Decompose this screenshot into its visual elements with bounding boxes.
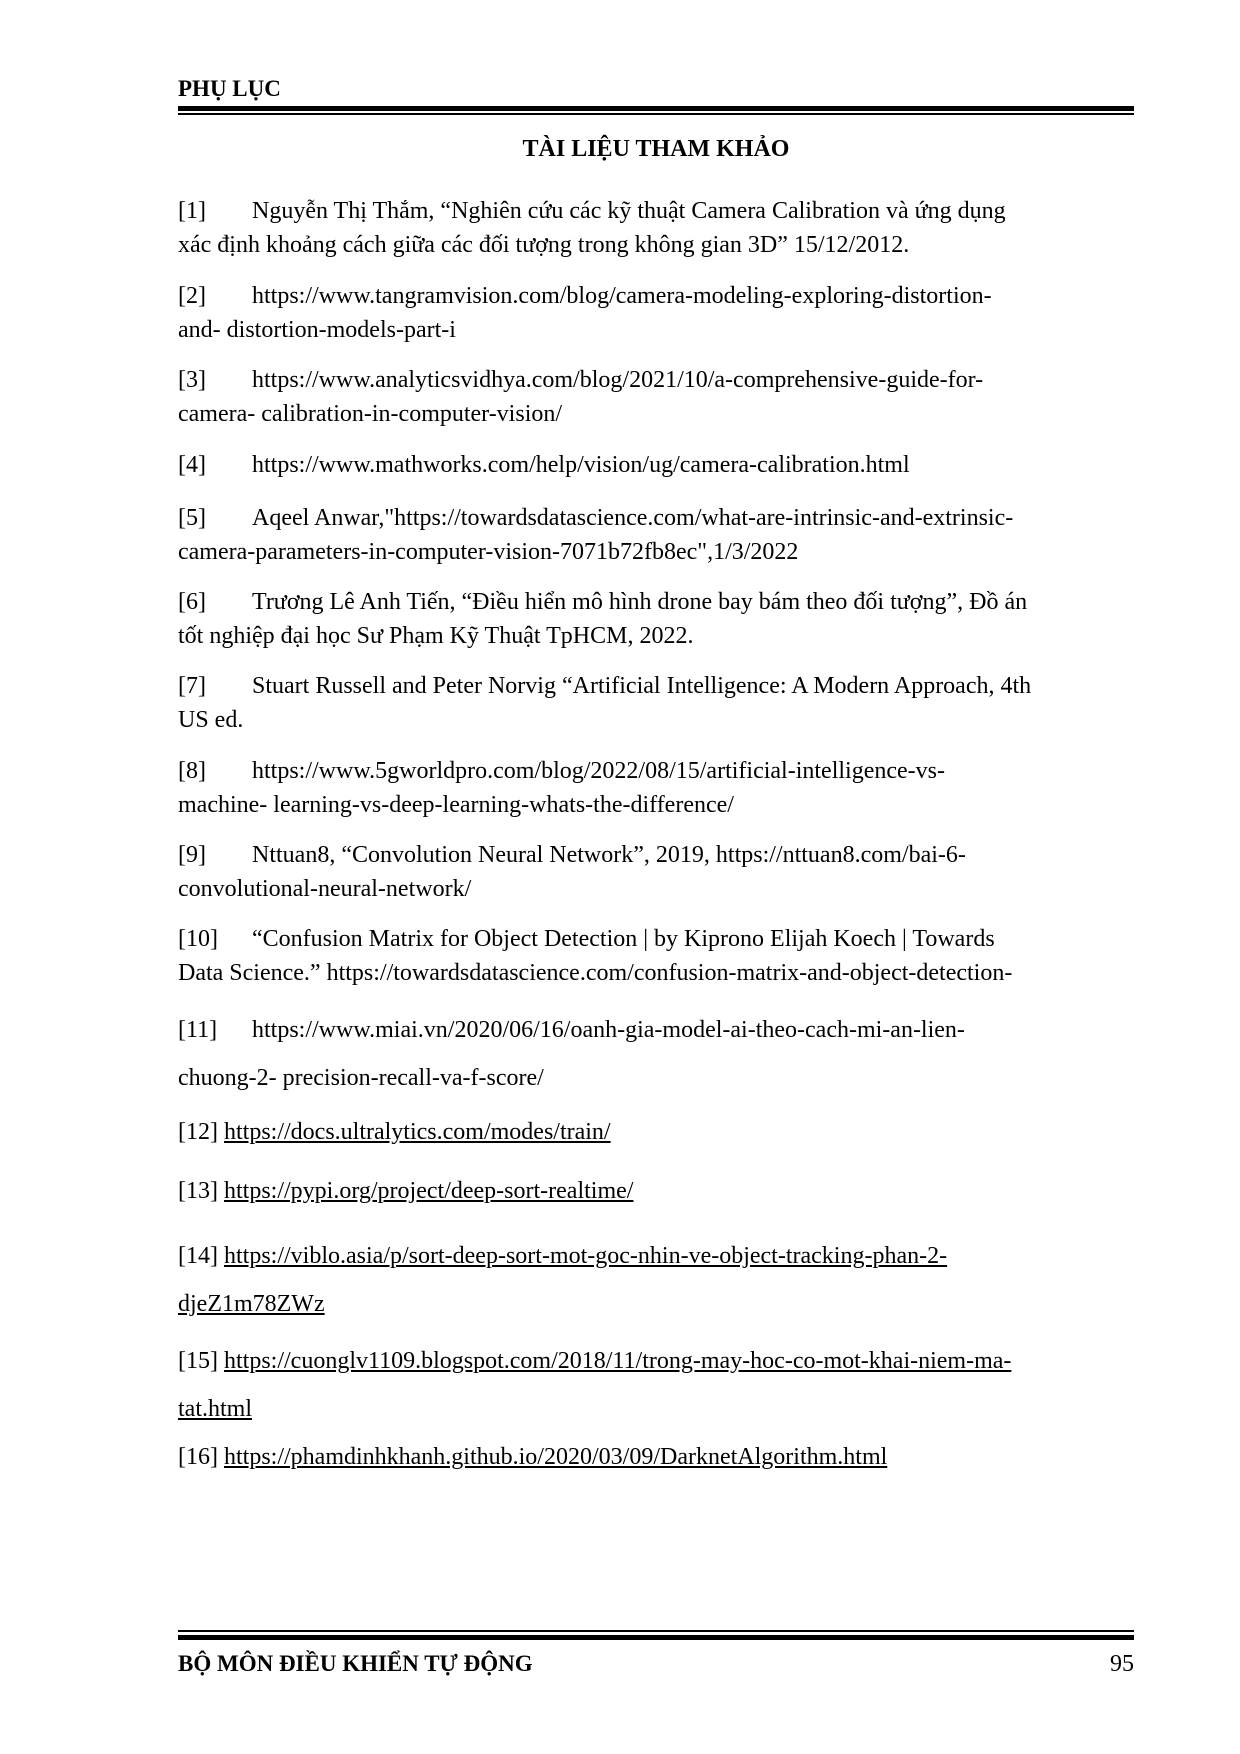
ref-text: convolutional-neural-network/ (178, 876, 472, 902)
section-title: TÀI LIỆU THAM KHẢO (522, 136, 790, 162)
reference-10 (178, 922, 1134, 990)
ref-link[interactable]: djeZ1m78ZWz (178, 1291, 325, 1317)
ref-number: [2] (178, 283, 206, 309)
ref-number: [13] (178, 1178, 218, 1204)
ref-link[interactable]: https://viblo.asia/p/sort-deep-sort-mot-goc-nhin-ve-object-tracking-phan-2- (223, 1243, 948, 1269)
ref-link[interactable]: https://cuonglv1109.blogspot.com/2018/11/trong-may-hoc-co-mot-khai-niem-ma- (223, 1348, 1012, 1374)
ref-link[interactable]: https://pypi.org/project/deep-sort-realtime/ (223, 1178, 634, 1204)
footer-rule-thick (178, 1635, 1134, 1640)
ref-number: [14] (178, 1243, 218, 1269)
ref-number: [16] (178, 1444, 218, 1470)
ref-text: https://www.miai.vn/2020/06/16/oanh-gia-model-ai-theo-cach-mi-an-lien- (252, 1017, 965, 1043)
reference-3 (178, 363, 1134, 431)
ref-number: [3] (178, 367, 206, 393)
reference-14 (178, 1232, 1134, 1328)
reference-13 (178, 1174, 1134, 1208)
ref-number: [11] (178, 1017, 218, 1043)
ref-number: [5] (178, 505, 206, 531)
ref-text: https://www.analyticsvidhya.com/blog/2021/10/a-comprehensive-guide-for- (252, 367, 984, 393)
ref-text: https://www.mathworks.com/help/vision/ug/camera-calibration.html (252, 452, 910, 478)
ref-text: and- distortion-models-part-i (178, 317, 456, 343)
ref-number: [4] (178, 452, 206, 478)
ref-number: [1] (178, 198, 206, 224)
ref-text: chuong-2- precision-recall-va-f-score/ (178, 1065, 544, 1091)
ref-text: Data Science.” https://towardsdatascience.com/confusion-matrix-and-object-detection- (178, 960, 1013, 986)
header-rule-thin (178, 113, 1134, 115)
ref-number: [12] (178, 1119, 218, 1145)
reference-16 (178, 1440, 1134, 1474)
reference-7 (178, 669, 1134, 737)
page-header-title: PHỤ LỤC (178, 76, 281, 101)
ref-text: Trương Lê Anh Tiến, “Điều hiển mô hình drone bay bám theo đối tượng”, Đồ án (252, 589, 1028, 615)
ref-text: Aqeel Anwar,"https://towardsdatascience.com/what-are-intrinsic-and-extrinsic- (252, 505, 1014, 531)
ref-number: [15] (178, 1348, 218, 1374)
ref-text: Nguyễn Thị Thắm, “Nghiên cứu các kỹ thuật Camera Calibration và ứng dụng (252, 198, 1006, 224)
ref-link[interactable]: tat.html (178, 1396, 252, 1422)
ref-text: Nttuan8, “Convolution Neural Network”, 2019, https://nttuan8.com/bai-6- (252, 842, 966, 868)
ref-text: camera- calibration-in-computer-vision/ (178, 401, 563, 427)
ref-number: [7] (178, 673, 206, 699)
reference-9 (178, 838, 1134, 906)
reference-12 (178, 1115, 1134, 1149)
ref-link[interactable]: https://phamdinhkhanh.github.io/2020/03/09/DarknetAlgorithm.html (223, 1444, 888, 1470)
reference-2 (178, 279, 1134, 347)
page-number: 95 (1110, 1651, 1134, 1677)
footer-rule-thin (178, 1630, 1134, 1632)
ref-text: tốt nghiệp đại học Sư Phạm Kỹ Thuật TpHCM, 2022. (178, 623, 694, 649)
ref-text: xác định khoảng cách giữa các đối tượng trong không gian 3D” 15/12/2012. (178, 232, 910, 258)
reference-11 (178, 1006, 1134, 1102)
ref-number: [6] (178, 589, 206, 615)
ref-number: [10] (178, 926, 218, 952)
ref-text: “Confusion Matrix for Object Detection | by Kiprono Elijah Koech | Towards (252, 926, 995, 952)
reference-4 (178, 448, 1134, 482)
footer-department: BỘ MÔN ĐIỀU KHIỂN TỰ ĐỘNG (178, 1651, 533, 1676)
ref-text: https://www.5gworldpro.com/blog/2022/08/15/artificial-intelligence-vs- (252, 758, 945, 784)
ref-link[interactable]: https://docs.ultralytics.com/modes/train/ (223, 1119, 611, 1145)
reference-5 (178, 501, 1134, 569)
reference-6 (178, 585, 1134, 653)
ref-number: [8] (178, 758, 206, 784)
ref-text: camera-parameters-in-computer-vision-7071b72fb8ec",1/3/2022 (178, 539, 799, 565)
reference-1 (178, 194, 1134, 262)
reference-15 (178, 1337, 1134, 1433)
ref-text: https://www.tangramvision.com/blog/camera-modeling-exploring-distortion- (252, 283, 992, 309)
ref-text: Stuart Russell and Peter Norvig “Artificial Intelligence: A Modern Approach, 4th (252, 673, 1032, 699)
ref-text: US ed. (178, 707, 244, 733)
reference-8 (178, 754, 1134, 822)
ref-number: [9] (178, 842, 206, 868)
ref-text: machine- learning-vs-deep-learning-whats-the-difference/ (178, 792, 734, 818)
header-rule-thick (178, 106, 1134, 111)
